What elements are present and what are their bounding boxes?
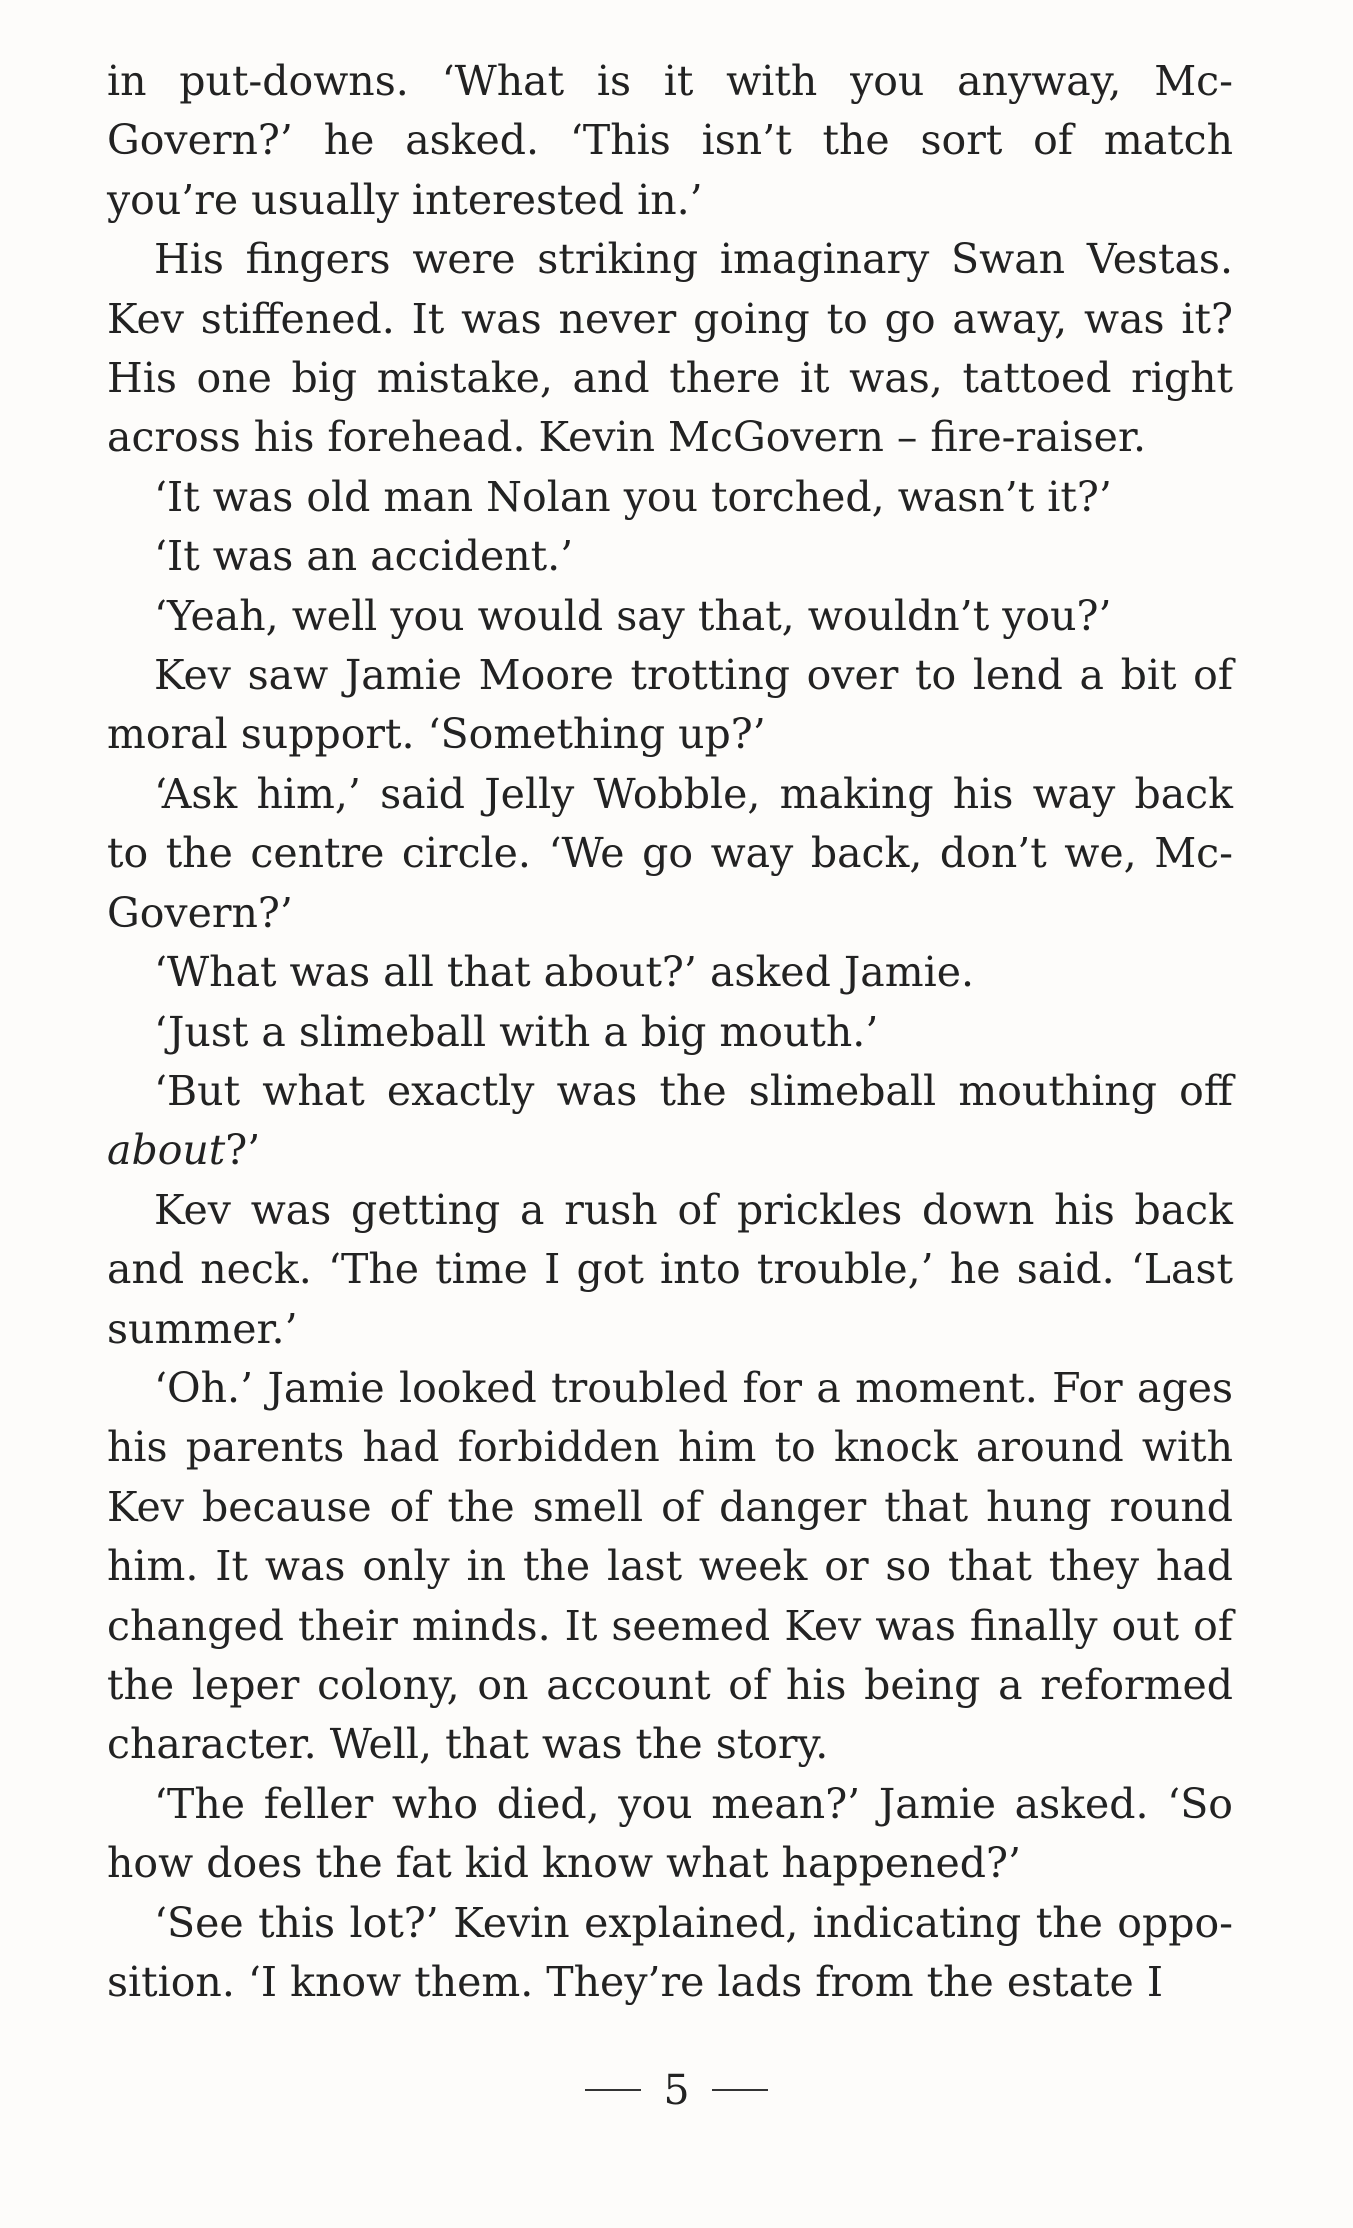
body-text xyxy=(107,52,1233,2012)
paragraph: ‘What was all that about?’ asked Jamie. xyxy=(154,948,975,997)
paragraph: ‘Oh.’ Jamie looked troubled for a moment. For ages his parents had forbidden him to knock around with Kev because of the smell of danger that hung round him. It was only in the last week or so that they had changed their minds. It seemed Kev was finally out of the leper colony, on account of his being a reformed character. Well, that was the story. xyxy=(107,1363,1233,1769)
footer-rule-left xyxy=(585,2089,641,2091)
paragraph: in put-downs. ‘What is it with you anyway, Mc-Govern?’ he asked. ‘This isn’t the sort of match you’re usually interested in.’ xyxy=(107,57,1233,224)
emphasized-word: about xyxy=(107,1126,226,1175)
paragraph: Kev was getting a rush of prickles down his back and neck. ‘The time I got into trouble,’ he said. ‘Last summer.’ xyxy=(107,1185,1233,1353)
paragraph: ‘It was old man Nolan you torched, wasn’t it?’ xyxy=(154,472,1112,521)
paragraph: ‘Yeah, well you would say that, wouldn’t you?’ xyxy=(154,591,1112,640)
paragraph: ‘It was an accident.’ xyxy=(154,532,574,581)
paragraph: ‘Ask him,’ said Jelly Wobble, making his way back to the centre circle. ‘We go way back, don’t we, Mc-Govern?’ xyxy=(107,769,1233,937)
paragraph: ‘See this lot?’ Kevin explained, indicating the oppo-sition. ‘I know them. They’re lads from the estate I xyxy=(107,1898,1233,2006)
page-number: 5 xyxy=(663,2065,690,2114)
paragraph-text: ‘But what exactly was the slimeball mouthing off xyxy=(154,1066,1233,1115)
paragraph-text: ?’ xyxy=(225,1126,261,1175)
paragraph-with-emphasis xyxy=(107,1062,1233,1181)
paragraph: His fingers were striking imaginary Swan Vestas. Kev stiffened. It was never going to go away, was it? His one big mistake, and there it was, tattoed right across his forehead. Kevin McGovern – fire-raiser. xyxy=(107,235,1233,462)
page-footer xyxy=(0,2062,1353,2114)
paragraph: ‘The feller who died, you mean?’ Jamie asked. ‘So how does the fat kid know what happened?’ xyxy=(107,1779,1233,1888)
paragraph: ‘Just a slimeball with a big mouth.’ xyxy=(154,1007,879,1056)
paragraph: Kev saw Jamie Moore trotting over to lend a bit of moral support. ‘Something up?’ xyxy=(107,651,1233,759)
footer-rule-right xyxy=(712,2089,768,2091)
